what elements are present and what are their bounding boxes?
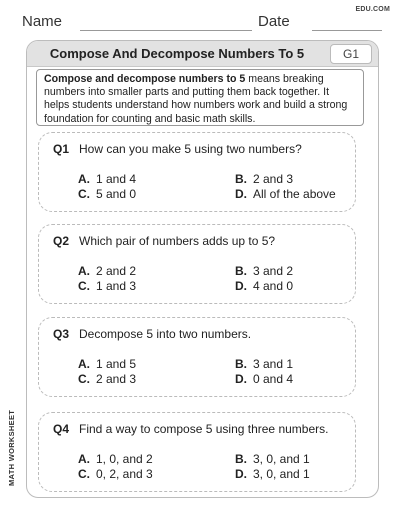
option-b[interactable]: [235, 452, 310, 466]
question-card-4: [38, 412, 356, 492]
option-d[interactable]: [235, 467, 310, 481]
question-number: Q1: [53, 142, 70, 156]
option-a[interactable]: [78, 452, 153, 466]
name-field[interactable]: [80, 30, 252, 31]
option-letter: B.: [235, 264, 247, 278]
option-b[interactable]: [235, 264, 293, 278]
option-text: 0, 2, and 3: [96, 467, 153, 481]
option-letter: D.: [235, 187, 247, 201]
option-a[interactable]: [78, 357, 136, 371]
option-letter: C.: [78, 279, 90, 293]
option-text: 2 and 3: [96, 372, 137, 386]
option-a[interactable]: [78, 172, 136, 186]
question-text: Decompose 5 into two numbers.: [79, 327, 252, 341]
grade-badge: G1: [330, 44, 372, 64]
option-text: 1 and 4: [96, 172, 137, 186]
option-text: All of the above: [253, 187, 336, 201]
intro-text: means breaking numbers into smaller parts and putting them back together. It helps students understand how numbers work and build a strong foundation for counting and basic math skills.: [44, 73, 348, 125]
question-card-2: [38, 224, 356, 304]
option-c[interactable]: [78, 372, 136, 386]
option-text: 3 and 1: [253, 357, 294, 371]
option-a[interactable]: [78, 264, 136, 278]
option-d[interactable]: [235, 279, 293, 293]
option-text: 3 and 2: [253, 264, 294, 278]
question-number: Q2: [53, 234, 70, 248]
option-text: 1 and 5: [96, 357, 137, 371]
option-c[interactable]: [78, 187, 136, 201]
option-c[interactable]: [78, 279, 136, 293]
question-text: Which pair of numbers adds up to 5?: [79, 234, 276, 248]
option-text: 2 and 3: [253, 172, 294, 186]
option-text: 4 and 0: [253, 279, 294, 293]
option-letter: D.: [235, 279, 247, 293]
intro-box: [36, 69, 364, 126]
option-letter: A.: [78, 452, 90, 466]
option-text: 3, 0, and 1: [253, 467, 310, 481]
option-letter: C.: [78, 467, 90, 481]
option-letter: D.: [235, 372, 247, 386]
question-text: Find a way to compose 5 using three numbers.: [79, 422, 329, 436]
option-letter: B.: [235, 357, 247, 371]
option-b[interactable]: [235, 172, 293, 186]
option-text: 1 and 3: [96, 279, 137, 293]
option-letter: C.: [78, 372, 90, 386]
option-text: 0 and 4: [253, 372, 294, 386]
option-letter: C.: [78, 187, 90, 201]
question-card-1: [38, 132, 356, 212]
option-letter: A.: [78, 357, 90, 371]
title-bar: [27, 41, 378, 67]
question-text: How can you make 5 using two numbers?: [79, 142, 302, 156]
option-letter: B.: [235, 172, 247, 186]
option-letter: D.: [235, 467, 247, 481]
name-date-row: [22, 12, 382, 32]
date-field[interactable]: [312, 30, 382, 31]
option-text: 2 and 2: [96, 264, 137, 278]
question-card-3: [38, 317, 356, 397]
question-number: Q3: [53, 327, 70, 341]
option-c[interactable]: [78, 467, 153, 481]
option-d[interactable]: [235, 372, 293, 386]
side-label: MATH WORKSHEET: [7, 409, 16, 486]
question-number: Q4: [53, 422, 70, 436]
option-text: 3, 0, and 1: [253, 452, 310, 466]
date-label: Date: [258, 13, 290, 30]
brand-logo: EDU.COM: [355, 6, 390, 13]
option-b[interactable]: [235, 357, 293, 371]
name-label: Name: [22, 13, 63, 30]
option-text: 1, 0, and 2: [96, 452, 153, 466]
intro-bold-text: Compose and decompose numbers to 5: [44, 73, 246, 85]
option-letter: A.: [78, 264, 90, 278]
worksheet-title: Compose And Decompose Numbers To 5: [49, 46, 305, 61]
option-d[interactable]: [235, 187, 336, 201]
option-letter: B.: [235, 452, 247, 466]
option-letter: A.: [78, 172, 90, 186]
option-text: 5 and 0: [96, 187, 137, 201]
